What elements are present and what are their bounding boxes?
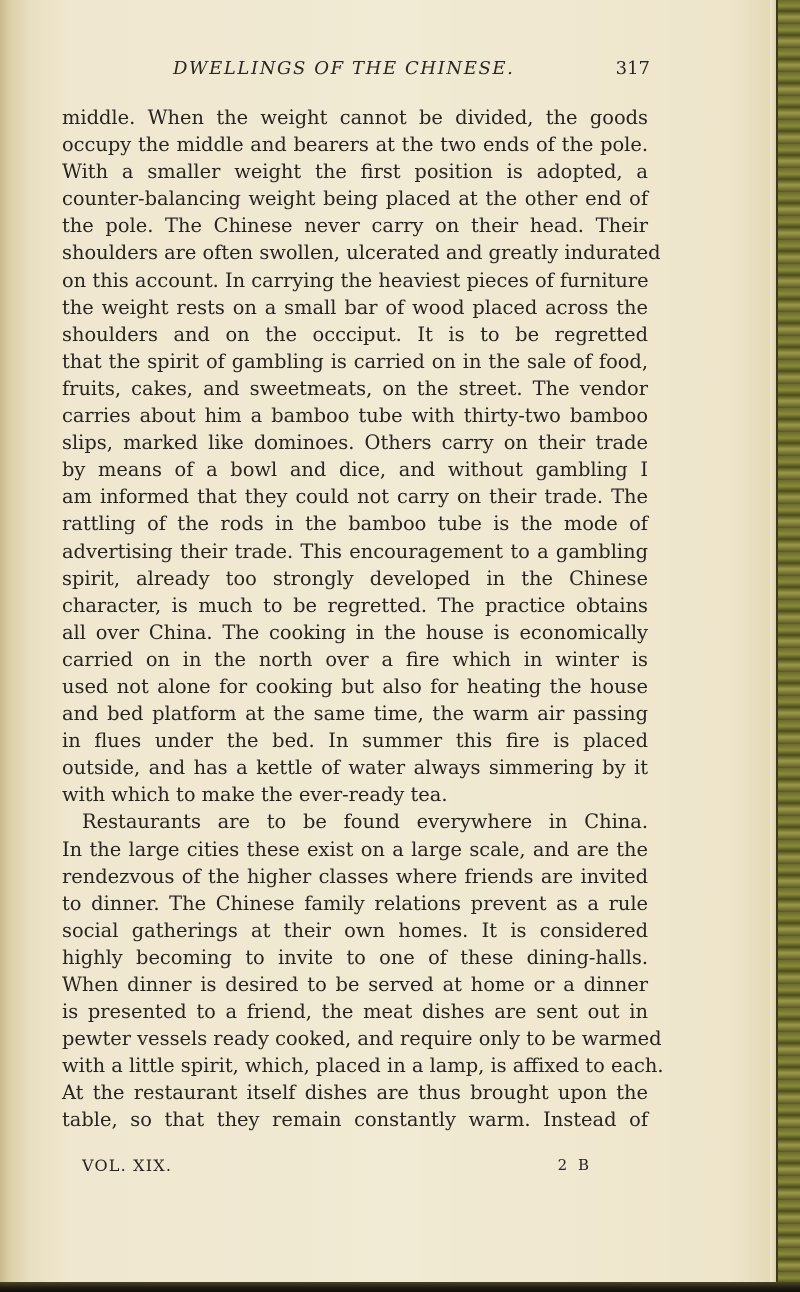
text-line: counter-balancing weight being placed at the other end of: [62, 187, 648, 211]
volume-label: VOL. XIX.: [82, 1156, 173, 1175]
running-title: DWELLINGS OF THE CHINESE.: [173, 58, 515, 79]
text-line: rendezvous of the higher classes where friends are invited: [62, 864, 648, 888]
book-binding: [776, 0, 800, 1292]
text-line: With a smaller weight the first position is adopted, a: [62, 160, 648, 184]
text-line: the pole. The Chinese never carry on their head. Their: [62, 214, 648, 238]
text-line: is presented to a friend, the meat dishes are sent out in: [62, 1000, 648, 1024]
text-line: character, is much to be regretted. The practice obtains: [62, 593, 648, 617]
running-head: [60, 58, 650, 88]
signature-mark: 2 B: [557, 1156, 592, 1174]
paragraph-end-line: with which to make the ever-ready tea.: [62, 783, 448, 807]
text-line: advertising their trade. This encouragement to a gambling: [62, 539, 648, 563]
text-line: on this account. In carrying the heaviest pieces of furniture: [62, 268, 649, 292]
text-line: that the spirit of gambling is carried on in the sale of food,: [62, 349, 648, 373]
paragraph-start-line: Restaurants are to be found everywhere in China.: [82, 810, 648, 834]
text-line: fruits, cakes, and sweetmeats, on the street. The vendor: [62, 376, 648, 400]
text-line: am informed that they could not carry on their trade. The: [62, 485, 648, 509]
text-line: pewter vessels ready cooked, and require only to be warmed: [62, 1027, 662, 1051]
page-number: 317: [615, 58, 650, 79]
text-line: rattling of the rods in the bamboo tube is the mode of: [62, 512, 648, 536]
page-gutter-shadow: [0, 0, 42, 1292]
text-line: table, so that they remain constantly warm. Instead of: [62, 1108, 648, 1132]
text-line: In the large cities these exist on a large scale, and are the: [62, 837, 648, 861]
text-line: outside, and has a kettle of water always simmering by it: [62, 756, 648, 780]
text-line: occupy the middle and bearers at the two ends of the pole.: [62, 133, 648, 157]
text-line: shoulders and on the occciput. It is to be regretted: [62, 322, 648, 346]
body-text: [62, 104, 664, 1134]
text-line: middle. When the weight cannot be divided, the goods: [62, 106, 648, 129]
text-line: the weight rests on a small bar of wood placed across the: [62, 295, 648, 319]
text-line: carried on in the north over a fire which in winter is: [62, 647, 648, 671]
text-line: highly becoming to invite to one of these dining-halls.: [62, 945, 648, 969]
text-line: to dinner. The Chinese family relations prevent as a rule: [62, 891, 648, 915]
text-line: spirit, already too strongly developed in the Chinese: [62, 566, 648, 590]
text-line: in flues under the bed. In summer this fire is placed: [62, 729, 648, 753]
scan-bottom-edge: [0, 1282, 800, 1292]
text-line: At the restaurant itself dishes are thus brought upon the: [62, 1081, 648, 1105]
text-line: slips, marked like dominoes. Others carry on their trade: [62, 431, 648, 455]
text-line: When dinner is desired to be served at home or a dinner: [62, 973, 648, 996]
text-line: carries about him a bamboo tube with thirty-two bamboo: [62, 404, 648, 428]
text-line: by means of a bowl and dice, and without gambling I: [62, 458, 648, 482]
text-line: used not alone for cooking but also for heating the house: [62, 674, 648, 698]
page-footer: [82, 1156, 592, 1180]
text-line: social gatherings at their own homes. It is considered: [62, 918, 648, 942]
text-line: and bed platform at the same time, the warm air passing: [62, 702, 648, 726]
text-line: all over China. The cooking in the house is economically: [62, 620, 648, 644]
text-line: with a little spirit, which, placed in a lamp, is affixed to each.: [62, 1054, 664, 1078]
text-line: shoulders are often swollen, ulcerated and greatly indurated: [62, 241, 661, 265]
